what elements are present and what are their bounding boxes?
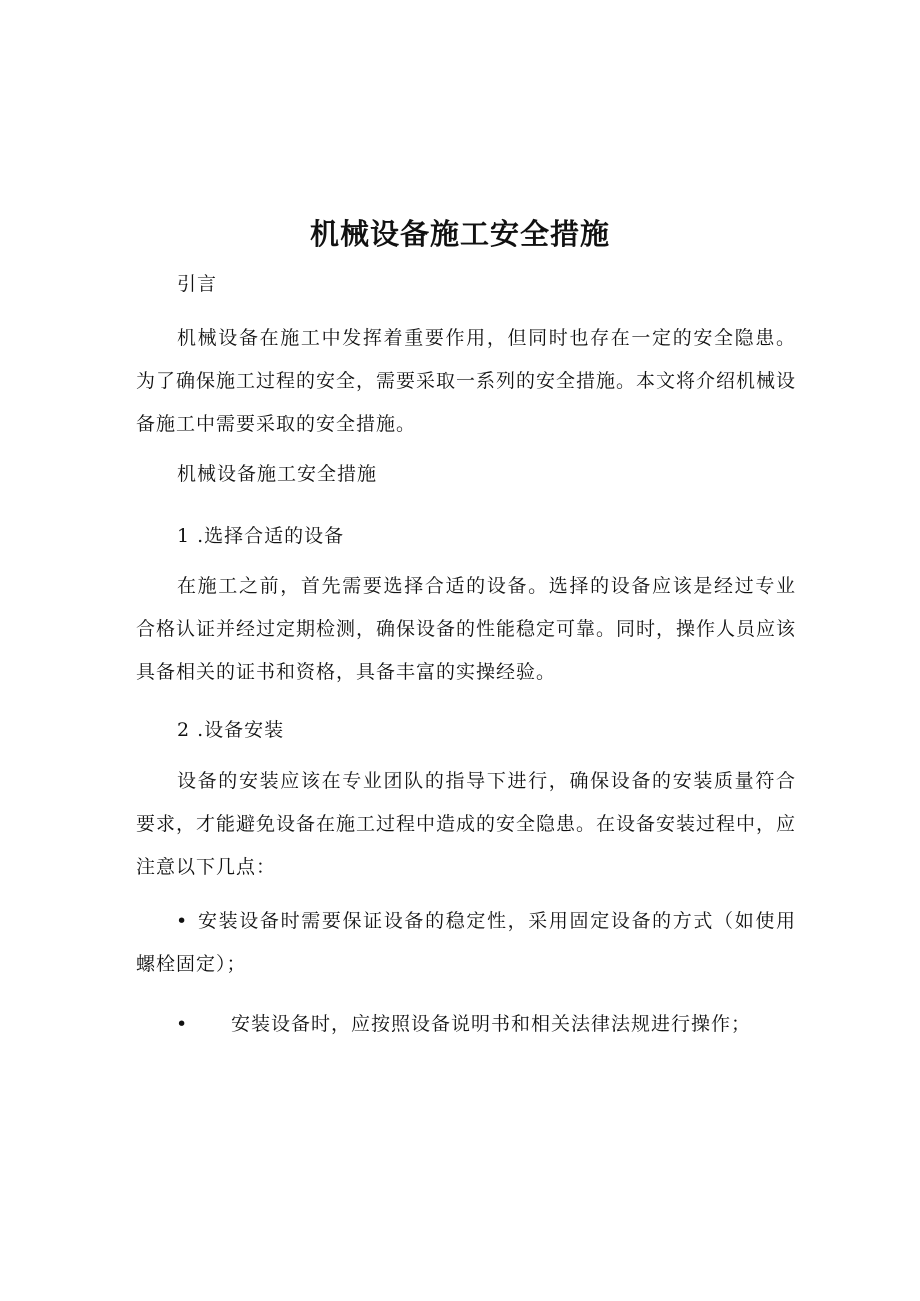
bullet-marker: • — [176, 910, 189, 932]
bullet-item — [136, 900, 796, 986]
item2-paragraph: 设备的安装应该在专业团队的指导下进行，确保设备的安装质量符合要求，才能避免设备在施工过程中造成的安全隐患。在设备安装过程中，应注意以下几点： — [136, 770, 797, 878]
bullet-text: 安装设备时，应按照设备说明书和相关法律法规进行操作； — [231, 1013, 752, 1035]
bullet-marker: • — [176, 1013, 189, 1035]
intro-paragraph: 机械设备在施工中发挥着重要作用，但同时也存在一定的安全隐患。为了确保施工过程的安全，需要采取一系列的安全措施。本文将介绍机械设备施工中需要采取的安全措施。 — [136, 327, 797, 435]
section-heading: 机械设备施工安全措施 — [177, 463, 378, 485]
bullet-item — [136, 1003, 796, 1046]
intro-heading: 引言 — [177, 273, 218, 295]
item2-heading: 2 .设备安装 — [177, 719, 285, 741]
item1-paragraph: 在施工之前，首先需要选择合适的设备。选择的设备应该是经过专业合格认证并经过定期检测，确保设备的性能稳定可靠。同时，操作人员应该具备相关的证书和资格，具备丰富的实操经验。 — [136, 575, 797, 683]
document-title: 机械设备施工安全措施 — [309, 217, 610, 251]
bullet-text: 安装设备时需要保证设备的稳定性，采用固定设备的方式（如使用螺栓固定）； — [136, 910, 796, 975]
item1-heading: 1 .选择合适的设备 — [177, 525, 345, 547]
